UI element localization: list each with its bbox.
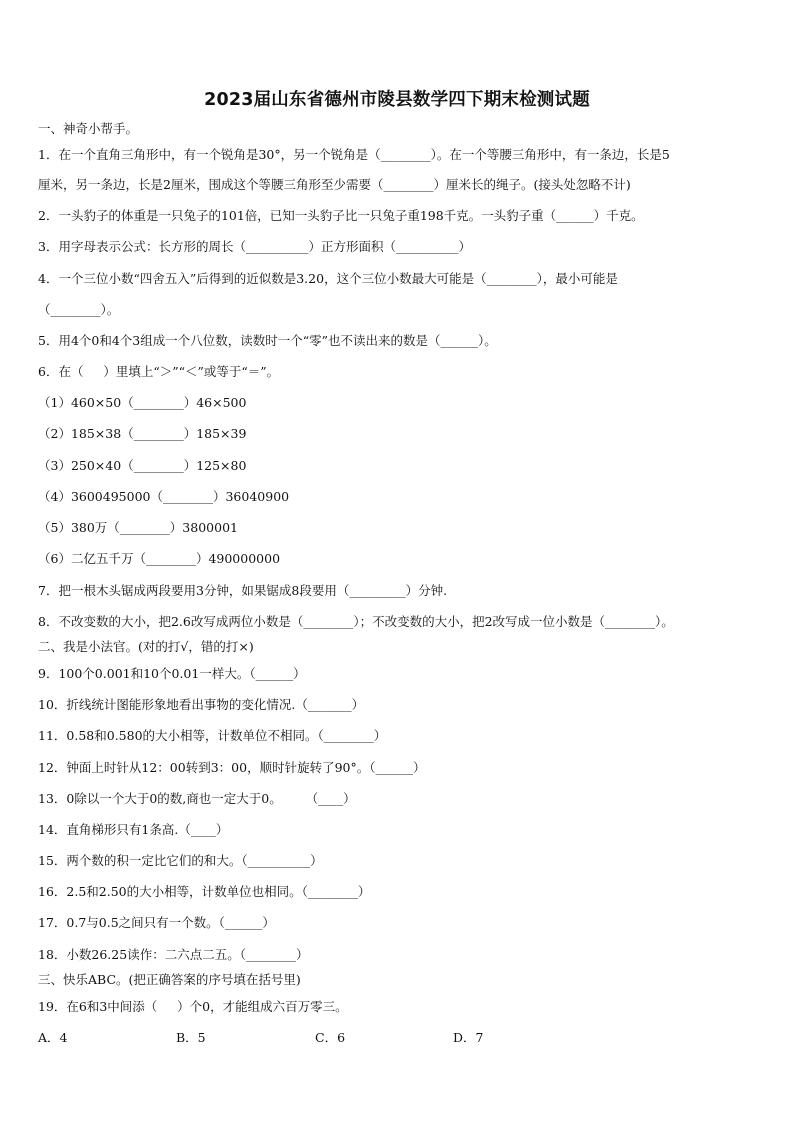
option-a: A．4 — [38, 1030, 68, 1045]
question-line: 18．小数26.25读作：二六点二五。（________） — [38, 947, 309, 962]
question-line: 11．0.58和0.580的大小相等，计数单位不相同。（________） — [38, 728, 387, 743]
question-line: 8．不改变数的大小，把2.6改写成两位小数是（________）；不改变数的大小，把2改写成一位小数是（________）。 — [38, 614, 674, 629]
option-d: D．7 — [453, 1030, 484, 1045]
question-line: （________）。 — [38, 302, 120, 317]
question-line: 13．0除以一个大于0的数,商也一定大于0。 （____） — [38, 791, 356, 806]
question-line: 1．在一个直角三角形中，有一个锐角是30°，另一个锐角是（________）。在一个等腰三角形中，有一条边，长是5 — [38, 147, 670, 162]
question-line: 二、我是小法官。(对的打√，错的打×) — [38, 639, 254, 654]
option-c: C．6 — [315, 1030, 346, 1045]
question-line: （5）380万（________）3800001 — [38, 520, 238, 535]
question-line: 5．用4个0和4个3组成一个八位数，读数时一个“零”也不读出来的数是（______）。 — [38, 333, 497, 348]
question-line: 9．100个0.001和10个0.01一样大。（______） — [38, 666, 306, 681]
question-line: 17．0.7与0.5之间只有一个数。（______） — [38, 915, 275, 930]
answer-options — [38, 1030, 598, 1046]
question-line: （3）250×40（________）125×80 — [38, 458, 247, 473]
question-line: 2．一头豹子的体重是一只兔子的101倍，已知一头豹子比一只兔子重198千克。一头豹子重（______）千克。 — [38, 208, 644, 223]
question-line: 15．两个数的积一定比它们的和大。（__________） — [38, 853, 323, 868]
question-line: 14．直角梯形只有1条高.（____） — [38, 822, 229, 837]
question-line: 7．把一根木头锯成两段要用3分钟，如果锯成8段要用（_________）分钟. — [38, 583, 448, 598]
question-line: 一、神奇小帮手。 — [38, 121, 139, 136]
option-b: B．5 — [176, 1030, 206, 1045]
question-line: 6．在（ ）里填上“＞”“＜”或等于“＝”。 — [38, 364, 280, 379]
question-line: 16．2.5和2.50的大小相等，计数单位也相同。（________） — [38, 884, 371, 899]
question-line: 12．钟面上时针从12：00转到3：00，顺时针旋转了90°。（______） — [38, 760, 426, 775]
question-line: （1）460×50（________）46×500 — [38, 395, 247, 410]
question-line: （6）二亿五千万（________）490000000 — [38, 551, 281, 566]
page-title: 2023届山东省德州市陵县数学四下期末检测试题 — [204, 90, 590, 110]
question-line: 19．在6和3中间添（ ）个0，才能组成六百万零三。 — [38, 999, 348, 1014]
question-line: 三、快乐ABC。(把正确答案的序号填在括号里) — [38, 972, 301, 987]
question-line: 10．折线统计图能形象地看出事物的变化情况.（_______） — [38, 697, 365, 712]
question-line: 厘米，另一条边，长是2厘米，围成这个等腰三角形至少需要（________）厘米长的绳子。(接头处忽略不计) — [38, 177, 631, 192]
question-line: 3．用字母表示公式：长方形的周长（__________）正方形面积（__________） — [38, 239, 471, 254]
question-line: 4．一个三位小数“四舍五入”后得到的近似数是3.20，这个三位小数最大可能是（________），最小可能是 — [38, 271, 618, 286]
question-line: （2）185×38（________）185×39 — [38, 426, 247, 441]
question-line: （4）3600495000（________）36040900 — [38, 489, 290, 504]
